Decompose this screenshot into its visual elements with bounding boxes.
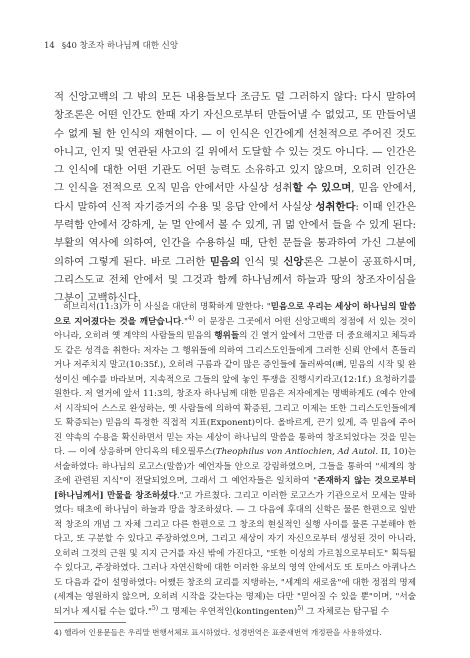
footnote-marker: 5) [151, 604, 159, 612]
text-run: : 이때 인간은 무력함 안에서 강하게, 눈 멀 안에서 볼 수 있게, 귀 멂 안에서 들을 수 있게 된다: 부활의 역사에 의하여, 인간을 수용하실 때, 단힌 문들을 통과하여 가신 그분에 의하여 그렇게 된다. 바로 그러한 [54, 200, 416, 268]
text-run: 론은 그분이 공표하시며, 그리스도교 전체 안에서 및 그것과 함께 하나님께서 하늘과 땅의 창조자이심을 그분이 고백하신다. [54, 255, 416, 305]
running-title: §40 창조자 하나님께 대한 신앙 [61, 41, 179, 51]
bold-text: 할 수 있으며 [292, 182, 352, 195]
footnote-divider [54, 622, 126, 623]
text-run: 그 명제는 우연적인(kontingenten) [158, 606, 298, 617]
italic-citation: Theophilus von Antiochien, Ad Autol. [215, 447, 379, 457]
footnote-marker: 4) [188, 314, 195, 322]
text-run: ." [181, 316, 188, 327]
text-run: 의 긴 열거 앞에서 그만큼 더 중요해지고 체득과도 같은 성격을 취한다: 저자는 그 행위들에 의하여 그리스도인들에게 그러한 신뢰 안에서 흔들리거나 저주치지 말고(10:35f.), 오히려 구름과 같이 많은 증인들에 둘러싸여(뼈, 믿음의 시작 및 완성이신 예수를 바라보며, 지속적으로 그들의 앞에 놓인 투쟁을 진행시키라고(12:1f.) 요청하기를 원한다. 저 열거에 앞서 11:3의, 창조자 하나님께 대한 믿음은 저자에게는 명백하게도 (예수 안에서 시작되어 스스로 완성하는, 옛 사람들에 의하여 확증된, 그리고 이제는 또한 그리스도인들에게도 확증되는) 믿음의 특정한 직접적 지표(Exponent)이다. 올바르게, 끈기 있게, 즉 믿음에 주어진 약속의 수용을 확신하면서 믿는 자는 세상이 하나님의 말씀을 통하여 창조되었다는 것을 믿는다. — 이에 상응하며 안디옥의 테오필루스( [54, 331, 417, 457]
text-run: 인식 및 [240, 255, 284, 268]
text-run: 이 문장은 그곳에서 어떤 신앙고백의 정점에 서 있는 것이 아니라, 오히려 옛 계약의 사람들의 믿음의 [54, 316, 416, 341]
page-number: 14 [44, 41, 55, 51]
text-run: 적 신앙고백의 그 밖의 모든 내용들보다 조금도 덜 그러하지 않다: 다시 말하여 창조론은 어떤 인간도 한때 자기 자신으로부터 만들어낼 수 없었고, 또 만들어낼 수 없게 될 한 인식의 재현이다. — 이 인식은 인간에게 선천적으로 주어진 것도 아니고, 인지 및 연관된 사고의 길 위에서 도달할 수 있는 것도 아니다. — 인간은 그 인식에 대한 어떤 기관도 어떤 능력도 소유하고 있지 않으며, 오히려 인간은 그 인식을 전적으로 오직 믿음 안에서만 사실상 성취 [54, 91, 416, 195]
bold-text: 신앙 [283, 255, 304, 268]
bold-text: 믿음의 [209, 255, 241, 268]
bold-text: 행위들 [214, 331, 240, 341]
bold-text: 존재하지 않는 것으로부터 [하나님께서] 만물을 창조하셨다 [54, 476, 416, 501]
paragraph-2 [54, 300, 416, 619]
paragraph-1 [54, 88, 416, 308]
text-run: 히브리서(11:3)가 이 사실을 대단히 명확하게 말한다: " [63, 302, 271, 312]
text-run: , 믿음 안에서, 다시 말하여 신적 자기증거의 수용 및 응답 안에서 사실상 [54, 182, 417, 213]
text-run: ."고 가르쳤다. 그리고 이러한 로고스가 기관으로서 모세는 말하였다: 태초에 하나님이 하늘과 땅을 창조하셨다. — 그 다음에 후대의 신학은 물론 한편으로 일반적 창조의 개념 그 자체 그리고 다른 한편으로 그 창조의 현실적인 실행 사이를 물론 구분해야 한다고, 또 구분할 수 있다고 주장하였으며, 그리고 세상이 자기 자신으로부터 생성된 것이 아니라, 오히려 그것의 근원 및 지지 근거를 자신 밖에 가진다고, "또한 이성의 가르침으로부터도" 획득될 수 있다고, 주장하였다. 그러나 자연신학에 대한 이러한 유보의 영역 안에서도 또 토마스 아퀴나스도 다음과 같이 설명하였다: 어쨌든 창조의 교리를 지탱하는, "세계의 새로움"에 대한 정점의 명제(세계는 영원하지 않으며, 오히려 시작을 갖는다는 명제)는 다만 "믿어질 수 있을 뿐"이며, "서술되거나 제시될 수는 없다." [54, 490, 417, 617]
footnote-marker: 5) [297, 604, 304, 612]
footnote: 4) 헬라어 인용문들은 우리말 번행서체로 표시하였다. 성경번역은 표준새번역 개정판을 사용하였다. [54, 628, 382, 637]
text-run: II, 10)는 서술하였다: 하나님의 로고스(말씀)가 예언자들 안으로 강림하였으며, 그들을 통하여 "세계의 창조에 관련된 지식"이 전달되었으며, 그래서 그 예언자들은 일치하여 " [54, 447, 416, 486]
text-run: 그 자체로는 탐구될 수 [303, 606, 390, 617]
bold-text: 믿음으로 우리는 세상이 하나님의 말씀으로 지어졌다는 것을 깨닫습니다 [54, 302, 416, 327]
bold-text: 성취한다 [315, 200, 356, 213]
running-header [44, 39, 178, 51]
